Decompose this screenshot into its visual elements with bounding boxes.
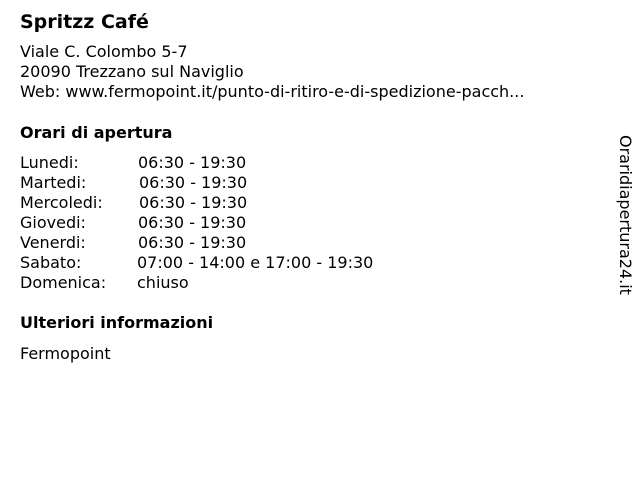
website-link[interactable]: Web: www.fermopoint.it/punto-di-ritiro-e-di-spedizione-pacch... (20, 82, 525, 101)
day-label: Venerdi: (20, 233, 86, 252)
store-name: Spritzz Café (20, 11, 149, 33)
time-value: 06:30 - 19:30 (138, 213, 247, 232)
address-street: Viale C. Colombo 5-7 (20, 42, 188, 61)
time-value: 06:30 - 19:30 (139, 173, 248, 192)
time-value: chiuso (137, 273, 189, 292)
opening-hours-heading: Orari di apertura (20, 123, 173, 142)
time-value: 06:30 - 19:30 (138, 153, 247, 172)
additional-info-text: Fermopoint (20, 344, 111, 363)
time-value: 06:30 - 19:30 (139, 193, 248, 212)
store-address (20, 42, 524, 102)
time-value: 06:30 - 19:30 (138, 233, 247, 252)
site-watermark (612, 135, 636, 310)
time-value: 07:00 - 14:00 e 17:00 - 19:30 (137, 253, 374, 272)
day-label: Martedi: (20, 173, 87, 192)
additional-info-heading: Ulteriori informazioni (20, 313, 214, 332)
day-label: Lunedi: (20, 153, 79, 172)
day-label: Mercoledi: (20, 193, 103, 212)
day-label: Domenica: (20, 273, 107, 292)
address-city: 20090 Trezzano sul Naviglio (20, 62, 244, 81)
day-label: Sabato: (20, 253, 82, 272)
day-label: Giovedi: (20, 213, 86, 232)
site-name-vertical[interactable]: Oraridiapertura24.it (616, 135, 635, 295)
